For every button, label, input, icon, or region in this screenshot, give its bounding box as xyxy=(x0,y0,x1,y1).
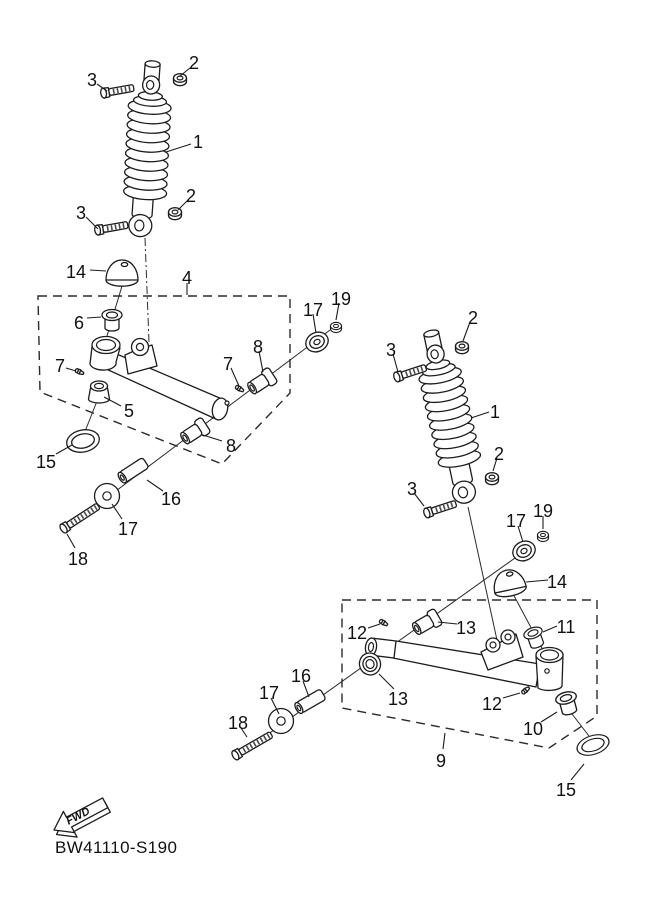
callout-label-13: 13 xyxy=(455,618,477,638)
callout-label-14: 14 xyxy=(546,572,568,592)
callout-label-1: 1 xyxy=(192,132,204,152)
callout-leader-12 xyxy=(503,693,520,698)
callout-label-8: 8 xyxy=(225,436,237,456)
collar-16-left xyxy=(116,457,149,484)
screw-7-left xyxy=(75,368,85,376)
callout-label-2: 2 xyxy=(493,444,505,464)
nut-2-bottom-left xyxy=(169,208,182,220)
callout-label-15: 15 xyxy=(35,452,57,472)
callout-leader-1 xyxy=(166,144,191,152)
callout-leader-7 xyxy=(66,368,76,371)
screw-12-upper xyxy=(379,619,389,627)
callout-label-13: 13 xyxy=(387,689,409,709)
callout-label-5: 5 xyxy=(123,401,135,421)
callout-leader-8 xyxy=(203,435,222,441)
callout-label-10: 10 xyxy=(522,719,544,739)
shock-absorber-right xyxy=(410,326,490,508)
callout-leader-14 xyxy=(526,580,548,582)
callout-label-17: 17 xyxy=(302,300,324,320)
washer-17-right xyxy=(269,709,294,734)
callout-label-9: 9 xyxy=(435,751,447,771)
callout-label-16: 16 xyxy=(160,489,182,509)
callout-leader-15 xyxy=(571,764,584,780)
callout-leader-17 xyxy=(112,504,122,519)
bushing-5 xyxy=(89,381,110,403)
callout-label-2: 2 xyxy=(467,308,479,328)
washer-17-left xyxy=(95,484,120,509)
callout-leader-14 xyxy=(90,270,106,271)
bolt-3-bottom-right xyxy=(423,499,458,519)
nut-19-right xyxy=(537,531,548,541)
callout-label-17: 17 xyxy=(258,683,280,703)
bushing-6 xyxy=(102,310,122,332)
collar-16-right xyxy=(293,689,326,715)
callout-label-18: 18 xyxy=(227,713,249,733)
callout-leader-9 xyxy=(443,733,445,749)
bolt-18-right xyxy=(230,730,273,761)
bushing-10 xyxy=(554,690,580,717)
bushing-8-lower xyxy=(178,417,211,447)
callout-leader-13 xyxy=(379,674,394,689)
bolt-3-top-left xyxy=(100,83,135,99)
diagram-code: BW41110-S190 xyxy=(55,838,178,857)
callout-label-3: 3 xyxy=(75,203,87,223)
callout-leader-6 xyxy=(87,317,101,318)
callout-label-4: 4 xyxy=(181,268,193,288)
cap-14-left xyxy=(106,260,138,286)
bolt-18-left xyxy=(58,502,101,535)
callout-label-6: 6 xyxy=(73,313,85,333)
callout-leader-11 xyxy=(543,626,557,632)
callout-label-2: 2 xyxy=(188,53,200,73)
callout-label-19: 19 xyxy=(532,501,554,521)
callout-label-7: 7 xyxy=(54,356,66,376)
callout-label-17: 17 xyxy=(505,511,527,531)
screw-12-lower xyxy=(521,686,530,695)
callout-label-17: 17 xyxy=(117,519,139,539)
callout-label-11: 11 xyxy=(556,617,576,637)
nut-2-bottom-right xyxy=(486,473,499,485)
callout-leader-1 xyxy=(471,412,489,418)
nut-2-top-right xyxy=(456,342,469,354)
bushing-11 xyxy=(522,625,547,651)
callout-leader-12 xyxy=(368,624,380,628)
callout-label-3: 3 xyxy=(86,70,98,90)
callout-label-14: 14 xyxy=(65,262,87,282)
callout-label-15: 15 xyxy=(555,780,577,800)
callout-label-12: 12 xyxy=(346,623,368,643)
callout-label-19: 19 xyxy=(330,289,352,309)
callout-leader-3 xyxy=(86,217,98,229)
nut-19-left xyxy=(330,322,341,332)
fwd-arrow xyxy=(54,798,110,837)
callout-label-12: 12 xyxy=(481,694,503,714)
callout-label-1: 1 xyxy=(489,402,501,422)
callout-label-7: 7 xyxy=(222,354,234,374)
bolt-3-bottom-left xyxy=(94,220,129,236)
callout-leader-10 xyxy=(541,712,557,722)
cup-washer-17-right xyxy=(510,538,539,565)
callout-label-16: 16 xyxy=(290,666,312,686)
callout-layer xyxy=(36,53,584,800)
seal-15-right xyxy=(574,731,611,759)
callout-label-3: 3 xyxy=(385,340,397,360)
callout-leader-18 xyxy=(67,534,75,548)
callout-label-18: 18 xyxy=(67,549,89,569)
callout-label-2: 2 xyxy=(185,186,197,206)
fwd-arrow-label: FWD xyxy=(64,805,93,828)
control-arm-left xyxy=(90,337,230,422)
callout-label-8: 8 xyxy=(252,337,264,357)
screw-7-right xyxy=(235,385,245,393)
seal-15-left xyxy=(65,427,102,455)
callout-label-3: 3 xyxy=(406,479,418,499)
bushing-8-upper xyxy=(245,367,278,397)
